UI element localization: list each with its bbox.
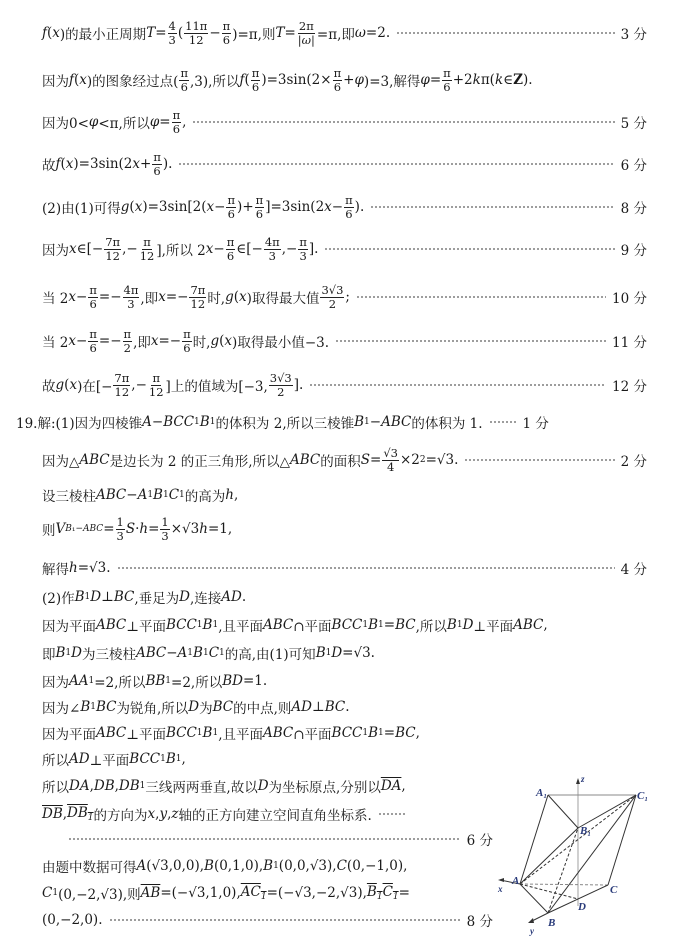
solution-line-13: 则 V B₁−ABC = $\frac{1}{3}$ S · h = $\frac{1}{3}$ ×√3 h =1, — [42, 515, 233, 543]
score-label: 12 分 — [612, 379, 647, 395]
prism-diagram — [500, 768, 690, 943]
score-label: 9 分 — [620, 243, 647, 259]
solution-line-7: 当 2 x − $\frac{\pi}{6}$ =− $\frac{4\pi}{3}$ ,即 x =− $\frac{7\pi}{12}$ 时, g ( x )取得最大值 $\frac{3√3}{2}$ ; 10 分 — [42, 283, 647, 311]
solution-line-5: (2)由(1)可得 g ( x )=3sin[2( x − $\frac{\pi}{6}$ )+ $\frac{\pi}{6}$ ]=3sin(2 x − $\frac{\pi}{6}$ ). 8 分 — [42, 193, 647, 221]
score-label: 11 分 — [612, 335, 647, 351]
solution-line-21: 所以 AD ⊥平面 BCC 1 B 1 , — [42, 751, 186, 769]
solution-line-12: 设三棱柱 ABC − A 1 B 1 C 1 的高为 h , — [42, 487, 239, 505]
label-x-axis: x — [498, 884, 503, 894]
label-d: D — [578, 901, 586, 913]
score-label: 5 分 — [620, 116, 647, 132]
label-c: C — [610, 884, 618, 896]
label-b: B — [548, 917, 556, 929]
solution-line-26: C 1 (0,−2,√3),则 $\overline{AB}$ =(−√3,1,0), $AC_1$ =(−√3,−2,√3), $B_1C_1$ = — [42, 884, 410, 903]
score-label: 6 分 — [466, 833, 493, 849]
score-label: 3 分 — [620, 27, 647, 43]
solution-line-3: 因为0< φ <π,所以 φ = $\frac{\pi}{6}$ , 5 分 — [42, 108, 647, 136]
solution-line-17: 即 B 1 D 为三棱柱 ABC − A 1 B 1 C 1 的高,由(1)可知 B 1 D =√3. — [42, 645, 375, 663]
score-label: 6 分 — [620, 158, 647, 174]
score-label: 1 分 — [522, 416, 549, 432]
solution-line-27: (0,−2,0). 8 分 — [42, 912, 493, 930]
solution-line-16: 因为平面 ABC ⊥平面 BCC 1 B 1 ,且平面 ABC ∩平面 BCC 1 B 1 = BC ,所以 B 1 D ⊥平面 ABC , — [42, 617, 548, 635]
label-a: A — [512, 875, 520, 887]
solution-line-22: 所以 DA , DB , DB 1 三线两两垂直,故以 D 为坐标原点,分别以 $\overline{DA}$ , — [42, 778, 406, 796]
score-label: 8 分 — [466, 914, 493, 930]
label-c1: C₁ — [637, 790, 649, 802]
score-label: 10 分 — [612, 291, 647, 307]
label-a1: A₁ — [536, 787, 548, 799]
solution-line-19: 因为∠ B 1 BC 为锐角,所以 D 为 BC 的中点,则 AD ⊥ BC . — [42, 699, 350, 717]
solution-line-20: 因为平面 ABC ⊥平面 BCC 1 B 1 ,且平面 ABC ∩平面 BCC 1 B 1 = BC , — [42, 725, 420, 743]
problem-19-start: 19.解:(1)因为四棱锥 A − BCC 1 B 1 的体积为 2,所以三棱锥 B 1 − ABC 的体积为 1. 1 分 — [16, 414, 549, 432]
solution-line-2: 因为 f ( x )的图象经过点( $\frac{\pi}{6}$ ,3),所以 f ( $\frac{\pi}{6}$ )=3sin(2× $\frac{\pi}{6}$ + φ )=3,解得 φ = $\frac{\pi}{6}$ +2 k π( k ∈ Z ). — [42, 66, 533, 94]
solution-line-18: 因为 AA 1 =2,所以 BB 1 =2,所以 BD =1. — [42, 673, 268, 691]
label-b1: B₁ — [580, 825, 592, 837]
solution-line-23: $\overline{DB}$ , $DB_1$ 的方向为 x , y , z 轴的正方向建立空间直角坐标系. — [42, 801, 493, 827]
solution-line-15: (2)作 B 1 D ⊥ BC ,垂足为 D ,连接 AD . — [42, 589, 247, 607]
solution-line-14: 解得 h =√3. 4 分 — [42, 560, 647, 578]
score-label: 4 分 — [620, 562, 647, 578]
label-y-axis: y — [530, 926, 534, 936]
solution-line-25: 由题中数据可得 A (√3,0,0), B (0,1,0), B 1 (0,0,√3), C (0,−1,0), — [42, 858, 408, 876]
solution-line-9: 故 g ( x )在[− $\frac{7\pi}{12}$ ,− $\frac{\pi}{12}$ ]上的值域为[−3, $\frac{3√3}{2}$ ]. 12 分 — [42, 371, 647, 399]
prism-figure-icon — [500, 768, 690, 943]
score-label: 2 分 — [620, 454, 647, 470]
solution-line-24 — [68, 826, 493, 852]
solution-line-6: 因为 x ∈[− $\frac{7\pi}{12}$ ,− $\frac{\pi}{12}$ ],所以 2 x − $\frac{\pi}{6}$ ∈[− $\frac{4\pi}{3}$ ,− $\frac{\pi}{3}$ ]. 9 分 — [42, 235, 647, 263]
solution-line-11: 因为△ ABC 是边长为 2 的正三角形,所以△ ABC 的面积 S = $\frac{√3}{4}$ ×2 2 =√3. 2 分 — [42, 446, 647, 474]
solution-line-4: 故 f ( x )=3sin(2 x + $\frac{\pi}{6}$ ). 6 分 — [42, 150, 647, 178]
label-z-axis: z — [581, 774, 585, 784]
solution-line-8: 当 2 x − $\frac{\pi}{6}$ =− $\frac{\pi}{2}$ ,即 x =− $\frac{\pi}{6}$ 时, g ( x )取得最小值−3. 11 分 — [42, 327, 647, 355]
score-label: 8 分 — [620, 201, 647, 217]
solution-line-1: f ( x )的最小正周期 T = $\frac{4}{3}$ ( $\frac{11\pi}{12}$ − $\frac{\pi}{6}$ )=π,则 T = $\frac{2\pi}{|\omega|}$ =π,即 ω =2. 3 分 — [42, 19, 647, 47]
